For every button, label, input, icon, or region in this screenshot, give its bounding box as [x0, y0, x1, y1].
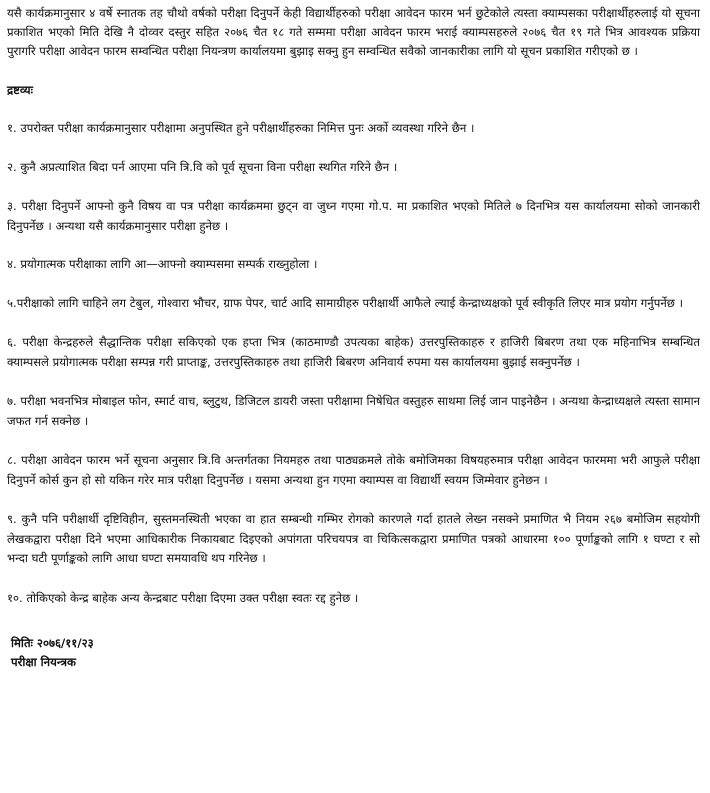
- note-item-5: ५.परीक्षाको लागि चाहिने लग टेबुल, गोश्वारा भौचर, ग्राफ पेपर, चार्ट आदि सामाग्रीहरु परीक्षार्थी आफैले ल्याई केन्द्राध्यक्षको पूर्व स्वीकृति लिएर मात्र प्रयोग गर्नुपर्नेछ ।: [7, 295, 683, 310]
- signature-block: [7, 634, 700, 672]
- note-item-8: ८. परीक्षा आवेदन फारम भर्ने सूचना अनुसार त्रि.वि अन्तर्गतका नियमहरु तथा पाठ्यक्रमले तोके बमोजिमका विषयहरुमात्र परीक्षा आवेदन फारममा भरी आफुले परीक्षा दिनुपर्ने कोर्स कुन हो सो यकिन गरेर मात्र परीक्षा दिनुपर्नेछ । यसमा अन्यथा हुन गएमा क्याम्पस वा विद्यार्थी स्वयम जिम्मेवार हुनेछन ।: [7, 453, 700, 487]
- notes-list: [7, 119, 700, 608]
- note-item-3: ३. परीक्षा दिनुपर्ने आफ्नो कुनै विषय वा पत्र परीक्षा कार्यक्रममा छुट्न वा जुध्न गएमा गो.प. मा प्रकाशित भएको मितिले ७ दिनभित्र यस कार्यालयमा सोको जानकारी दिनुपर्नेछ । अन्यथा यसै कार्यक्रमानुसार परीक्षा हुनेछ ।: [7, 199, 700, 233]
- notes-heading: द्रष्टव्यः: [7, 83, 33, 97]
- note-item-10: १०. तोकिएको केन्द्र बाहेक अन्य केन्द्रबाट परीक्षा दिएमा उक्त परीक्षा स्वतः रद्द हुनेछ ।: [7, 590, 359, 605]
- signatory-title: परीक्षा नियन्त्रक: [11, 655, 76, 669]
- note-item-9: ९. कुनै पनि परीक्षार्थी दृष्टिविहीन, सुस्तमनस्थिती भएका वा हात सम्बन्धी गम्भिर रोगको कारणले गर्दा हातले लेख्न नसक्ने प्रमाणित भै नियम २६७ बमोजिम सहयोगी लेखकद्वारा परीक्षा दिने भएमा आधिकारीक निकायबाट दिइएको अपांगता परिचयपत्र वा चिकित्सकद्वारा प्रमाणित पत्रको आधारमा १०० पूर्णाङ्कको लागि १ घण्टा र सो भन्दा घटी पूर्णाङ्कको लागि आधा घण्टा समयावधि थप गरिनेछ ।: [7, 512, 700, 565]
- note-item-2: २. कुनै अप्रत्याशित बिदा पर्न आएमा पनि त्रि.वि को पूर्व सूचना विना परीक्षा स्थगित गरिने छैन ।: [7, 159, 398, 174]
- intro-paragraph: यसै कार्यक्रमानुसार ४ वर्षे स्नातक तह चौथो वर्षको परीक्षा दिनुपर्ने केही विद्यार्थीहरुको परीक्षा आवेदन फारम भर्न छुटेकोले त्यस्ता क्याम्पसका परीक्षार्थीहरुलाई यो सूचना प्रकाशित भएको मिति देखि नै दोव्वर दस्तुर सहित २०७६ चैत १८ गते सम्ममा परीक्षा आवेदन फारम भराई क्याम्पसहरुले २०७६ चैत १९ गते भित्र आवश्यक प्रक्रिया पुरागरि परीक्षा आवेदन फारम सम्वन्धित परीक्षा नियन्त्रण कार्यालयमा बुझाइ सक्नु हुन सम्वन्धित सवैको जानकारीका लागि यो सूचन प्रकाशित गरीएको छ ।: [7, 6, 700, 58]
- note-item-7: ७. परीक्षा भवनभित्र मोबाइल फोन, स्मार्ट वाच, ब्लुटुथ, डिजिटल डायरी जस्ता परीक्षामा निषेधित वस्तुहरु साथमा लिई जान पाइनेछैन । अन्यथा केन्द्राध्यक्षले त्यस्ता सामान जफत गर्न सक्नेछ ।: [7, 394, 701, 428]
- notice-date: मितिः २०७६/११/२३: [11, 636, 94, 650]
- note-item-4: ४. प्रयोगात्मक परीक्षाका लागि आ—आफ्नो क्याम्पसमा सम्पर्क राख्नुहोला ।: [7, 257, 318, 271]
- note-item-6: ६. परीक्षा केन्द्रहरुले सैद्धान्तिक परीक्षा सकिएको एक हप्ता भित्र (काठमाण्डौ उपत्यका बाहेक) उत्तरपुस्तिकाहरु र हाजिरी बिबरण तथा एक महिनाभित्र सम्बन्धित क्याम्पसले प्रयोगात्मक परीक्षा सम्पन्न गरी प्राप्ताङ्क, उत्तरपुस्तिकाहरु तथा हाजिरी बिबरण अनिवार्य रुपमा यस कार्यालयमा बुझाई सक्नुपर्नेछ ।: [7, 335, 700, 369]
- note-item-1: १. उपरोक्त परीक्षा कार्यक्रमानुसार परीक्षामा अनुपस्थित हुने परीक्षार्थीहरुका निमित्त पुनः अर्को व्यवस्था गरिने छैन ।: [7, 121, 475, 135]
